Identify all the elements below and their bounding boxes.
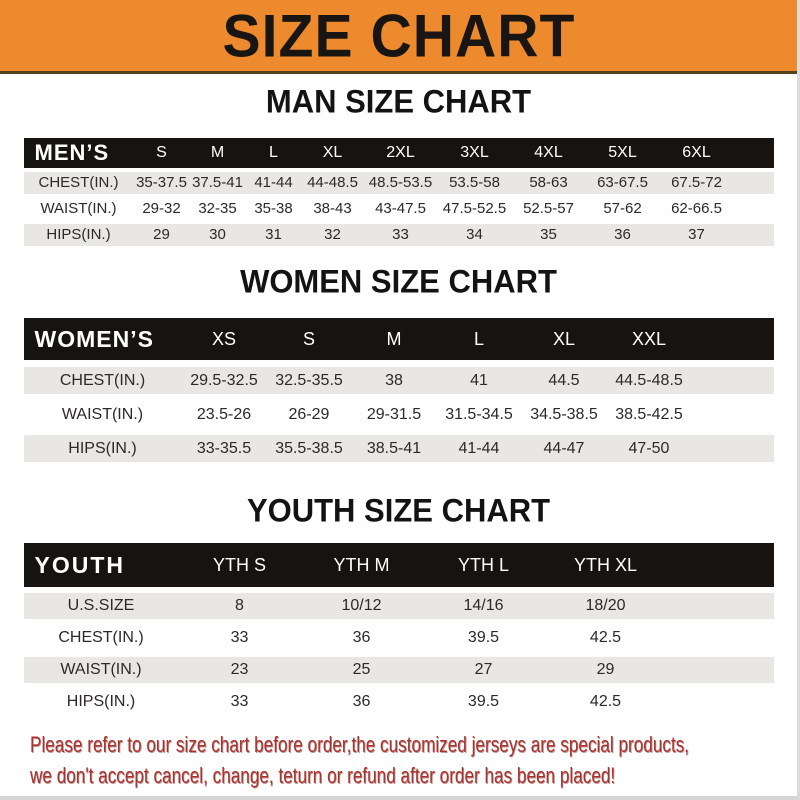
- value-cell: 36: [586, 224, 660, 246]
- size-header-cell: L: [437, 318, 522, 360]
- value-cell: 67.5-72: [660, 172, 734, 194]
- size-header-cell: 6XL: [660, 138, 734, 168]
- value-cell: 39.5: [423, 625, 545, 651]
- value-cell: 52.5-57: [512, 198, 586, 220]
- filler-cell: [734, 224, 774, 246]
- value-cell: 32.5-35.5: [267, 367, 352, 394]
- value-cell: 44-47: [522, 435, 607, 462]
- value-cell: 38.5-41: [352, 435, 437, 462]
- value-cell: 38.5-42.5: [607, 401, 692, 428]
- filler-cell: [667, 689, 774, 715]
- filler-cell: [667, 657, 774, 683]
- table-row: [24, 689, 774, 715]
- size-header-cell: S: [267, 318, 352, 360]
- value-cell: 38: [352, 367, 437, 394]
- size-header-cell: 5XL: [586, 138, 660, 168]
- row-label-cell: HIPS(IN.): [24, 689, 179, 715]
- table-row: [24, 172, 774, 194]
- value-cell: 42.5: [545, 689, 667, 715]
- table-row: [24, 224, 774, 246]
- value-cell: 29-32: [134, 198, 190, 220]
- size-header-cell: L: [246, 138, 302, 168]
- table-row: [24, 435, 774, 462]
- filler-cell: [734, 198, 774, 220]
- value-cell: 47-50: [607, 435, 692, 462]
- value-cell: 35.5-38.5: [267, 435, 352, 462]
- row-label-cell: WAIST(IN.): [24, 657, 179, 683]
- value-cell: 35: [512, 224, 586, 246]
- value-cell: 29.5-32.5: [182, 367, 267, 394]
- value-cell: 41-44: [437, 435, 522, 462]
- size-header-cell: YTH L: [423, 543, 545, 587]
- filler-cell: [667, 625, 774, 651]
- row-label-cell: U.S.SIZE: [24, 593, 179, 619]
- row-label-cell: WAIST(IN.): [24, 198, 134, 220]
- table-title-cell: YOUTH: [24, 543, 179, 587]
- value-cell: 41: [437, 367, 522, 394]
- value-cell: 8: [179, 593, 301, 619]
- table-header-row: [24, 318, 774, 360]
- row-label-cell: CHEST(IN.): [24, 367, 182, 394]
- value-cell: 30: [190, 224, 246, 246]
- size-header-cell: YTH S: [179, 543, 301, 587]
- table-header-row: [24, 138, 774, 168]
- value-cell: 33: [364, 224, 438, 246]
- value-cell: 26-29: [267, 401, 352, 428]
- value-cell: 44.5: [522, 367, 607, 394]
- value-cell: 33: [179, 689, 301, 715]
- value-cell: 23: [179, 657, 301, 683]
- row-label-cell: CHEST(IN.): [24, 172, 134, 194]
- value-cell: 34: [438, 224, 512, 246]
- filler-cell: [692, 401, 774, 428]
- table-header-row: [24, 543, 774, 587]
- value-cell: 36: [301, 689, 423, 715]
- filler-cell: [692, 435, 774, 462]
- filler-cell: [734, 138, 774, 168]
- value-cell: 29: [545, 657, 667, 683]
- value-cell: 34.5-38.5: [522, 401, 607, 428]
- value-cell: 31: [246, 224, 302, 246]
- value-cell: 37.5-41: [190, 172, 246, 194]
- footer-note: [30, 729, 797, 791]
- row-label-cell: CHEST(IN.): [24, 625, 179, 651]
- filler-cell: [692, 318, 774, 360]
- women-size-table: [24, 311, 774, 469]
- table-row: [24, 198, 774, 220]
- filler-cell: [667, 543, 774, 587]
- value-cell: 43-47.5: [364, 198, 438, 220]
- table-row: [24, 625, 774, 651]
- size-header-cell: S: [134, 138, 190, 168]
- value-cell: 44-48.5: [302, 172, 364, 194]
- value-cell: 23.5-26: [182, 401, 267, 428]
- value-cell: 32-35: [190, 198, 246, 220]
- size-header-cell: YTH XL: [545, 543, 667, 587]
- value-cell: 62-66.5: [660, 198, 734, 220]
- size-header-cell: M: [352, 318, 437, 360]
- youth-size-table: [24, 537, 774, 721]
- value-cell: 48.5-53.5: [364, 172, 438, 194]
- size-header-cell: XXL: [607, 318, 692, 360]
- filler-cell: [692, 367, 774, 394]
- value-cell: 33: [179, 625, 301, 651]
- footer-note-line1: Please refer to our size chart before order,the customized jerseys are special products,: [30, 732, 690, 757]
- value-cell: 41-44: [246, 172, 302, 194]
- value-cell: 38-43: [302, 198, 364, 220]
- size-header-cell: YTH M: [301, 543, 423, 587]
- value-cell: 37: [660, 224, 734, 246]
- men-size-table: [24, 134, 774, 250]
- table-title-cell: MEN’S: [24, 138, 134, 168]
- value-cell: 63-67.5: [586, 172, 660, 194]
- size-header-cell: 4XL: [512, 138, 586, 168]
- youth-section-title: YOUTH SIZE CHART: [246, 492, 551, 529]
- size-header-cell: XL: [522, 318, 607, 360]
- row-label-cell: HIPS(IN.): [24, 435, 182, 462]
- table-title-cell: WOMEN’S: [24, 318, 182, 360]
- table-row: [24, 401, 774, 428]
- table-row: [24, 657, 774, 683]
- filler-cell: [667, 593, 774, 619]
- value-cell: 58-63: [512, 172, 586, 194]
- filler-cell: [734, 172, 774, 194]
- banner: [0, 0, 797, 74]
- value-cell: 39.5: [423, 689, 545, 715]
- women-section-title: WOMEN SIZE CHART: [240, 263, 557, 300]
- value-cell: 29: [134, 224, 190, 246]
- value-cell: 35-38: [246, 198, 302, 220]
- size-header-cell: M: [190, 138, 246, 168]
- table-row: [24, 367, 774, 394]
- value-cell: 31.5-34.5: [437, 401, 522, 428]
- value-cell: 14/16: [423, 593, 545, 619]
- value-cell: 33-35.5: [182, 435, 267, 462]
- value-cell: 57-62: [586, 198, 660, 220]
- page-title: SIZE CHART: [222, 1, 575, 70]
- row-label-cell: HIPS(IN.): [24, 224, 134, 246]
- value-cell: 36: [301, 625, 423, 651]
- value-cell: 32: [302, 224, 364, 246]
- value-cell: 35-37.5: [134, 172, 190, 194]
- value-cell: 42.5: [545, 625, 667, 651]
- size-header-cell: 2XL: [364, 138, 438, 168]
- footer-note-line2: we don't accept cancel, change, teturn or refund after order has been placed!: [30, 763, 616, 788]
- value-cell: 10/12: [301, 593, 423, 619]
- table-row: [24, 593, 774, 619]
- value-cell: 18/20: [545, 593, 667, 619]
- size-header-cell: XL: [302, 138, 364, 168]
- row-label-cell: WAIST(IN.): [24, 401, 182, 428]
- value-cell: 29-31.5: [352, 401, 437, 428]
- value-cell: 27: [423, 657, 545, 683]
- men-section-title: MAN SIZE CHART: [265, 83, 532, 120]
- value-cell: 25: [301, 657, 423, 683]
- value-cell: 53.5-58: [438, 172, 512, 194]
- value-cell: 44.5-48.5: [607, 367, 692, 394]
- size-header-cell: XS: [182, 318, 267, 360]
- size-header-cell: 3XL: [438, 138, 512, 168]
- value-cell: 47.5-52.5: [438, 198, 512, 220]
